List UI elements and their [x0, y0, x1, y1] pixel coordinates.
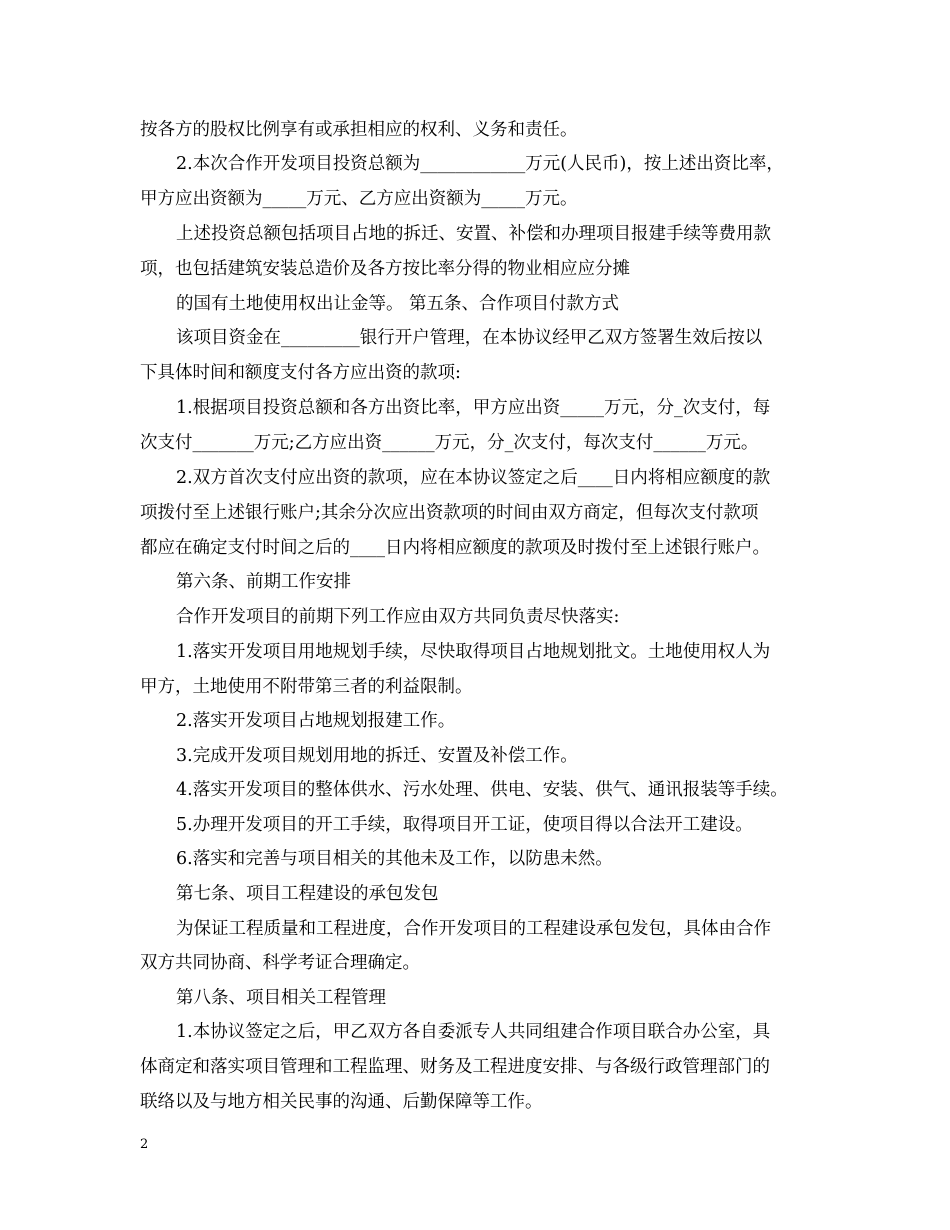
page-number: 2 [140, 1137, 149, 1152]
section-heading: 第八条、项目相关工程管理 [176, 988, 386, 1008]
body-line: 合作开发项目的前期下列工作应由双方共同负责尽快落实: [176, 607, 620, 627]
body-line: 按各方的股权比例享有或承担相应的权利、义务和责任。 [140, 120, 578, 140]
section-heading: 第七条、项目工程建设的承包发包 [176, 884, 439, 904]
body-line: 4.落实开发项目的整体供水、污水处理、供电、安装、供气、通讯报装等手续。 [176, 780, 788, 800]
body-line: 项，也包括建筑安装总造价及各方按比率分得的物业相应应分摊 [140, 259, 630, 279]
body-line: 甲方，土地使用不附带第三者的利益限制。 [140, 677, 473, 697]
body-line: 联络以及与地方相关民事的沟通、后勤保障等工作。 [140, 1092, 543, 1112]
body-line: 为保证工程质量和工程进度，合作开发项目的工程建设承包发包，具体由合作 [176, 919, 771, 939]
body-line: 1.落实开发项目用地规划手续，尽快取得项目占地规划批文。土地使用权人为 [176, 642, 771, 662]
body-line: 项拨付至上述银行账户;其余分次应出资款项的时间由双方商定，但每次支付款项 [140, 503, 759, 523]
body-line: 甲方应出资额为_____万元、乙方应出资额为_____万元。 [140, 189, 578, 209]
body-line: 次支付_______万元;乙方应出资______万元，分_次支付，每次支付______万元。 [140, 433, 759, 453]
body-line: 2.双方首次支付应出资的款项，应在本协议签定之后____日内将相应额度的款 [176, 468, 771, 488]
section-heading: 第六条、前期工作安排 [176, 572, 351, 592]
body-line: 5.办理开发项目的开工手续，取得项目开工证，使项目得以合法开工建设。 [176, 815, 753, 835]
body-line: 6.落实和完善与项目相关的其他未及工作，以防患未然。 [176, 849, 613, 869]
body-line: 的国有土地使用权出让金等。 第五条、合作项目付款方式 [176, 294, 620, 314]
body-line: 体商定和落实项目管理和工程监理、财务及工程进度安排、与各级行政管理部门的 [140, 1057, 770, 1077]
body-line: 3.完成开发项目规划用地的拆迁、安置及补偿工作。 [176, 746, 578, 766]
body-line: 上述投资总额包括项目占地的拆迁、安置、补偿和办理项目报建手续等费用款 [176, 224, 771, 244]
body-line: 该项目资金在_________银行开户管理，在本协议经甲乙双方签署生效后按以 [176, 328, 763, 348]
body-line: 1.本协议签定之后，甲乙双方各自委派专人共同组建合作项目联合办公室，具 [176, 1022, 771, 1042]
body-line: 2.落实开发项目占地规划报建工作。 [176, 711, 456, 731]
body-line: 都应在确定支付时间之后的____日内将相应额度的款项及时拨付至上述银行账户。 [140, 538, 770, 558]
body-line: 下具体时间和额度支付各方应出资的款项: [140, 363, 461, 383]
body-line: 2.本次合作开发项目投资总额为____________万元(人民币)，按上述出资比率， [176, 154, 784, 174]
body-line: 1.根据项目投资总额和各方出资比率，甲方应出资_____万元，分_次支付，每 [176, 398, 771, 418]
body-line: 双方共同协商、科学考证合理确定。 [140, 953, 420, 973]
